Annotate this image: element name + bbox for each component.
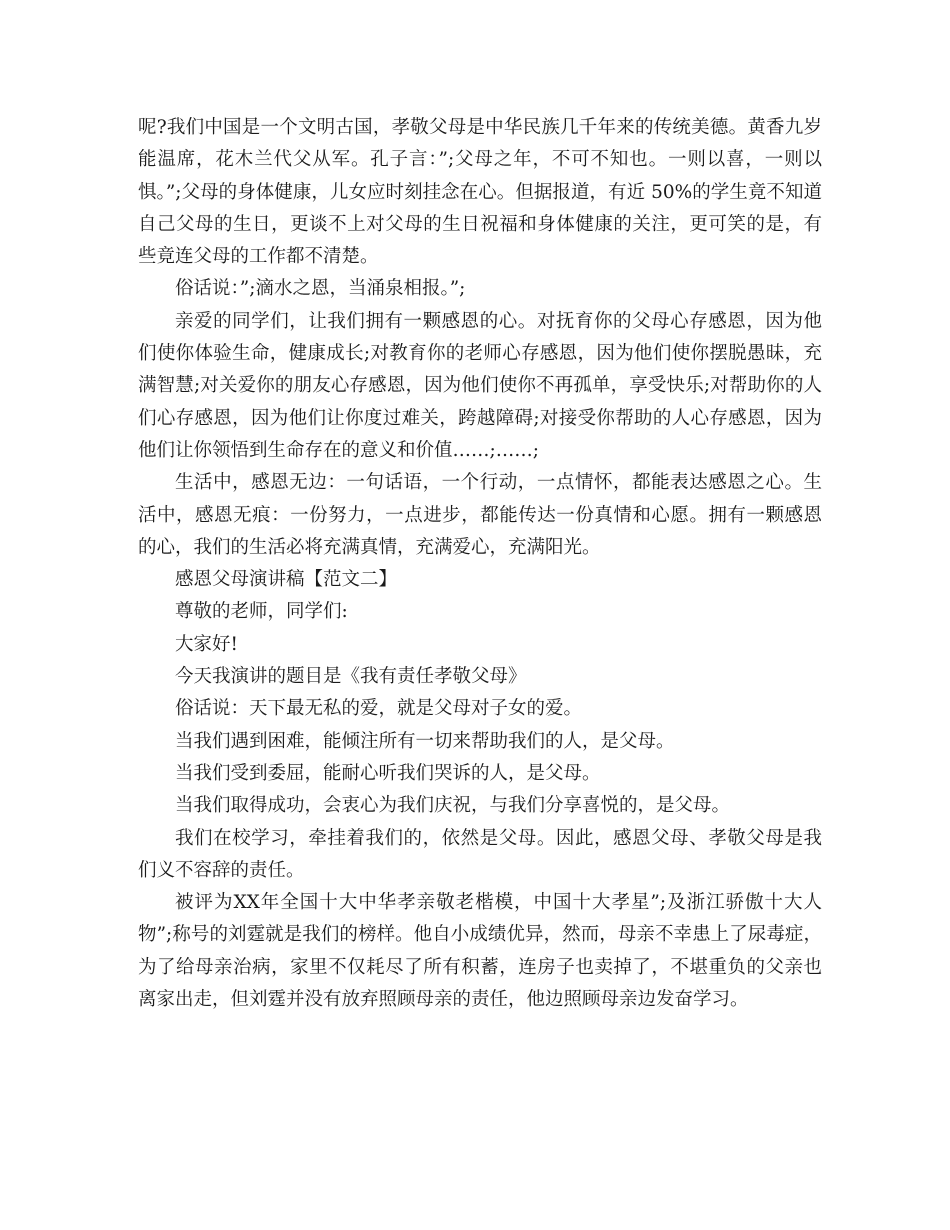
paragraph-salutation: 尊敬的老师，同学们:	[175, 601, 348, 623]
document-page	[138, 112, 822, 1016]
paragraph-gratitude-heart: 亲爱的同学们，让我们拥有一颗感恩的心。对抚育你的父母心存感恩，因为他们使你体验生命，健康成长;对教育你的老师心存感恩，因为他们使你摆脱愚昧，充满智慧;对关爱你的朋友心存感恩，因为他们使你不再孤单，享受快乐;对帮助你的人们心存感恩，因为他们让你度过难关，跨越障碍;对接受你帮助的人心存感恩，因为他们让你领悟到生命存在的意义和价值……;……;	[138, 310, 822, 461]
paragraph-responsibility: 我们在校学习，牵挂着我们的，依然是父母。因此，感恩父母、孝敬父母是我们义不容辞的责任。	[138, 827, 822, 881]
paragraph-saying: 俗话说：天下最无私的爱，就是父母对子女的爱。	[175, 698, 583, 720]
paragraph-grievance: 当我们受到委屈，能耐心听我们哭诉的人，是父母。	[175, 762, 601, 784]
paragraph-success: 当我们取得成功，会衷心为我们庆祝，与我们分享喜悦的，是父母。	[175, 795, 731, 817]
paragraph-greeting: 大家好!	[175, 633, 238, 655]
paragraph-gratitude-life: 生活中，感恩无边：一句话语，一个行动，一点情怀，都能表达感恩之心。生活中，感恩无痕：一份努力，一点进步，都能传达一份真情和心愿。拥有一颗感恩的心，我们的生活必将充满真情，充满爱心，充满阳光。	[138, 472, 822, 558]
paragraph-proverb: 俗话说：”;滴水之恩，当涌泉相报。”;	[175, 278, 466, 300]
paragraph-role-model: 被评为XX年全国十大中华孝亲敬老楷模，中国十大孝星”;及浙江骄傲十大人物”;称号的刘霆就是我们的榜样。他自小成绩优异，然而，母亲不幸患上了尿毒症，为了给母亲治病，家里不仅耗尽了所有积蓄，连房子也卖掉了，不堪重负的父亲也离家出走，但刘霆并没有放弃照顾母亲的责任，他边照顾母亲边发奋学习。	[138, 892, 822, 1011]
paragraph-intro-continued: 呢?我们中国是一个文明古国，孝敬父母是中华民族几千年来的传统美德。黄香九岁能温席，花木兰代父从军。孔子言：”;父母之年，不可不知也。一则以喜，一则以惧。”;父母的身体健康，儿女应时刻挂念在心。但据报道，有近 50%的学生竟不知道自己父母的生日，更谈不上对父母的生日祝福和身体健康的关注，更可笑的是，有些竟连父母的工作都不清楚。	[138, 117, 822, 268]
section-heading: 感恩父母演讲稿【范文二】	[175, 569, 398, 591]
paragraph-topic: 今天我演讲的题目是《我有责任孝敬父母》	[175, 666, 527, 688]
paragraph-difficulty: 当我们遇到困难，能倾注所有一切来帮助我们的人，是父母。	[175, 730, 675, 752]
